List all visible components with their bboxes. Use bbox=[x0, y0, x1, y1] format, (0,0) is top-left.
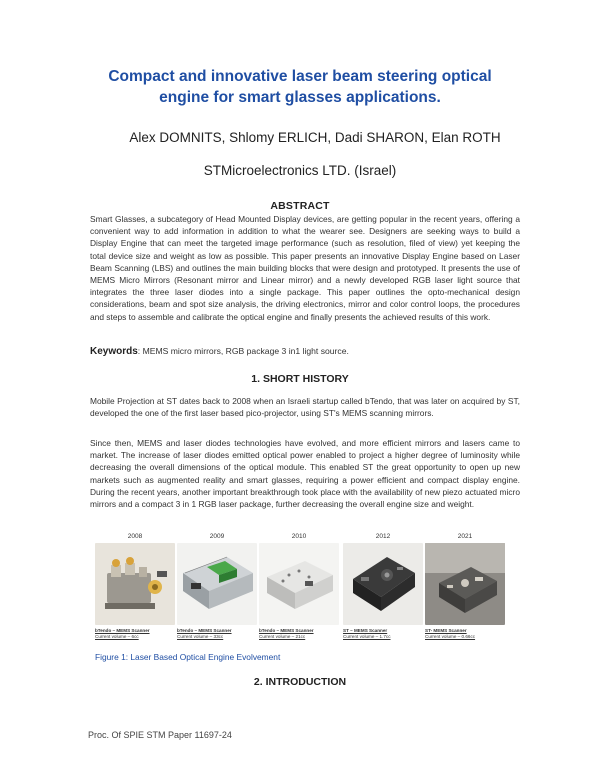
figure-item-2012 bbox=[343, 533, 423, 640]
keywords-label: Keywords bbox=[90, 346, 138, 357]
figure-item-caption: ST- MEMS Scanner Current volume – 0.66cc bbox=[425, 628, 476, 639]
figure-caption: Figure 1: Laser Based Optical Engine Evolvement bbox=[95, 652, 281, 662]
figure-item-caption: bTendo – MEMS Scanner Current volume – 6cc bbox=[95, 628, 150, 639]
figure-year: 2009 bbox=[209, 533, 225, 540]
figure-year: 2012 bbox=[375, 533, 391, 540]
engine-photo-2012 bbox=[343, 543, 423, 625]
engine-photo-2010 bbox=[259, 543, 339, 625]
keywords bbox=[90, 346, 520, 357]
abstract-heading: ABSTRACT bbox=[270, 200, 330, 212]
authors: Alex DOMNITS, Shlomy ERLICH, Dadi SHARON, Elan ROTH bbox=[129, 130, 501, 145]
engine-photo-2009 bbox=[177, 543, 257, 625]
affiliation: STMicroelectronics LTD. (Israel) bbox=[203, 163, 397, 178]
figure-year: 2010 bbox=[291, 533, 307, 540]
title-line-1: Compact and innovative laser beam steering optical bbox=[108, 68, 492, 85]
section-heading-short-history: 1. SHORT HISTORY bbox=[251, 373, 349, 385]
figure-item-caption: bTendo – MEMS Scanner Current volume – 21cc bbox=[259, 628, 314, 639]
section-heading-introduction: 2. INTRODUCTION bbox=[253, 676, 347, 688]
figure-item-caption: ST – MEMS Scanner Current volume – 1.7cc bbox=[343, 628, 391, 639]
engine-photo-2008 bbox=[95, 543, 175, 625]
title-line-2: engine for smart glasses applications. bbox=[159, 89, 441, 106]
figure-year: 2021 bbox=[457, 533, 473, 540]
paper-title bbox=[60, 66, 540, 108]
page-footer: Proc. Of SPIE STM Paper 11697-24 bbox=[88, 730, 232, 740]
abstract-body: Smart Glasses, a subcategory of Head Mounted Display devices, are getting popular in the recent years, offering a convenient way to add information in addition to what the wearer see. Designers are seeking ways to build a Display Engine that can meet the targeted image performance (such as resolution, filed of view) yet keeping the total device size and weight as low as possible. This paper presents an innovative Display Engine based on Laser Beam Scanning (LBS) and outlines the main building blocks that were design and prototyped. It presents the use of MEMS Micro Mirrors (Resonant mirror and Linear mirror) and a newly developed RGB laser light source that integrates the three laser diodes into a single package. This paper outlines the opto-mechanical design considerations, beam and spot size analysis, the driving electronics, mirror and color control loops, the procedures and steps to assemble and calibrate the optical engine and finally presents the achieved results of this work. bbox=[90, 214, 520, 322]
engine-photo-2021 bbox=[425, 543, 505, 625]
figure-item-2008 bbox=[95, 533, 175, 640]
figure-item-2021 bbox=[425, 533, 505, 640]
figure-year: 2008 bbox=[127, 533, 143, 540]
figure-item-2009 bbox=[177, 533, 257, 640]
history-paragraph-2: Since then, MEMS and laser diodes technologies have evolved, and more efficient mirrors and lasers came to market. The increase of laser diodes emitted optical power enabled to project a higher degree of luminosity while decreasing the overall dimensions of the optical module. This enabled ST the great opportunity to open up new markets such as augmented reality and smart glasses, requiring a power efficient and compact display engine. During the recent years, another important breakthrough took place with the availability of new piezo actuated micro mirrors and a compact 3 in 1 RGB laser package, further decreasing the overall engine size and weight. bbox=[90, 438, 520, 510]
figure-item-caption: bTendo – MEMS Scanner Current volume – 33cc bbox=[177, 628, 232, 639]
keywords-text: : MEMS micro mirrors, RGB package 3 in1 light source. bbox=[137, 346, 349, 356]
figure-evolution bbox=[95, 533, 525, 643]
figure-item-2010 bbox=[259, 533, 339, 640]
history-paragraph-1: Mobile Projection at ST dates back to 2008 when an Israeli startup called bTendo, that was later on acquired by ST, developed the one of the first laser based pico-projector, using ST's MEMS scanning mirrors. bbox=[90, 396, 520, 419]
